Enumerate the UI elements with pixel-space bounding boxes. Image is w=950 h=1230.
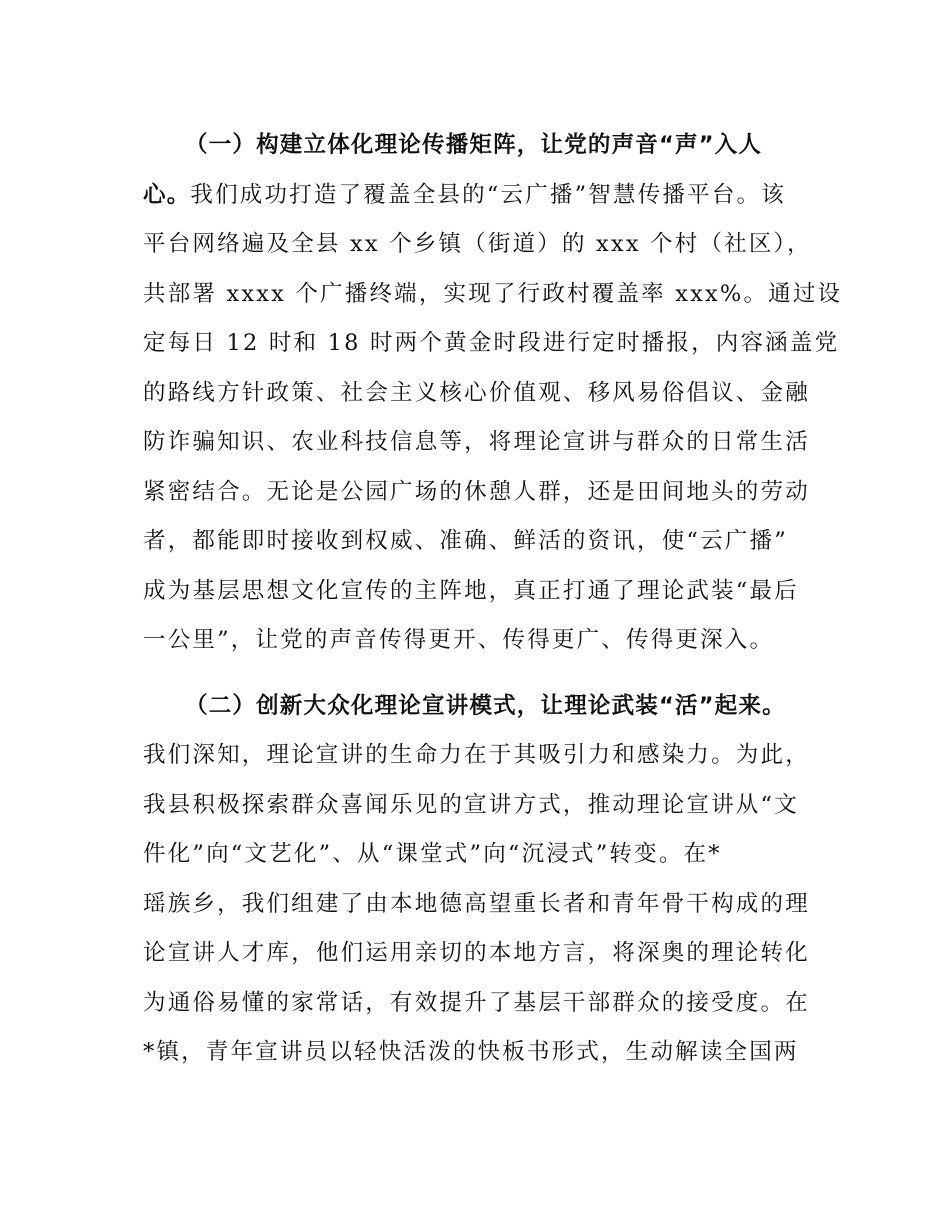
paragraph-2-line-2: 我县积极探索群众喜闻乐见的宣讲方式，推动理论宣讲从“文 (143, 791, 799, 818)
paragraph-1 (143, 121, 843, 666)
paragraph-2-line-7: *镇，青年宣讲员以轻快活泼的快板书形式，生动解读全国两 (143, 1039, 799, 1065)
paragraph-2-line-4: 瑶族乡，我们组建了由本地德高望重长者和青年骨干构成的理 (143, 890, 810, 917)
paragraph-1-line-4: 定每日 12 时和 18 时两个黄金时段进行定时播报，内容涵盖党 (143, 330, 840, 356)
section-heading-1-continued: 心。 (143, 181, 191, 208)
document-page (143, 121, 843, 1078)
paragraph-2 (143, 682, 813, 1078)
paragraph-1-line-1 (143, 171, 813, 221)
paragraph-2-line-3: 件化”向“文艺化”、从“课堂式”向“沉浸式”转变。在* (143, 841, 722, 867)
section-heading-2: （二）创新大众化理论宣讲模式，让理论武装“活”起来。 (185, 692, 786, 719)
paragraph-1-text: 我们成功打造了覆盖全县的“云广播”智慧传播平台。该 (190, 181, 786, 208)
paragraph-1-line-7: 紧密结合。无论是公园广场的休憩人群，还是田间地头的劳动 (143, 478, 810, 505)
paragraph-2-line-6: 为通俗易懂的家常话，有效提升了基层干部群众的接受度。在 (143, 989, 810, 1016)
paragraph-2-line-1: 我们深知，理论宣讲的生命力在于其吸引力和感染力。为此， (143, 742, 810, 768)
section-heading-1: （一）构建立体化理论传播矩阵，让党的声音“声”入人 (185, 132, 763, 158)
paragraph-1-line-5: 的路线方针政策、社会主义核心价值观、移风易俗倡议、金融 (143, 379, 810, 406)
paragraph-1-line-6: 防诈骗知识、农业科技信息等，将理论宣讲与群众的日常生活 (143, 429, 810, 455)
paragraph-1-line-3: 共部署 xxxx 个广播终端，实现了行政村覆盖率 xxx%。通过设 (143, 280, 843, 307)
paragraph-1-line-8: 者，都能即时接收到权威、准确、鲜活的资讯，使“云广播” (143, 528, 788, 554)
paragraph-1-line-9: 成为基层思想文化宣传的主阵地，真正打通了理论武装“最后 (143, 577, 799, 604)
paragraph-2-line-5: 论宣讲人才库，他们运用亲切的本地方言，将深奥的理论转化 (143, 940, 810, 966)
paragraph-1-line-10: 一公里”，让党的声音传得更开、传得更广、传得更深入。 (143, 627, 775, 653)
paragraph-1-line-2: 平台网络遍及全县 xx 个乡镇（街道）的 xxx 个村（社区）， (143, 231, 812, 257)
